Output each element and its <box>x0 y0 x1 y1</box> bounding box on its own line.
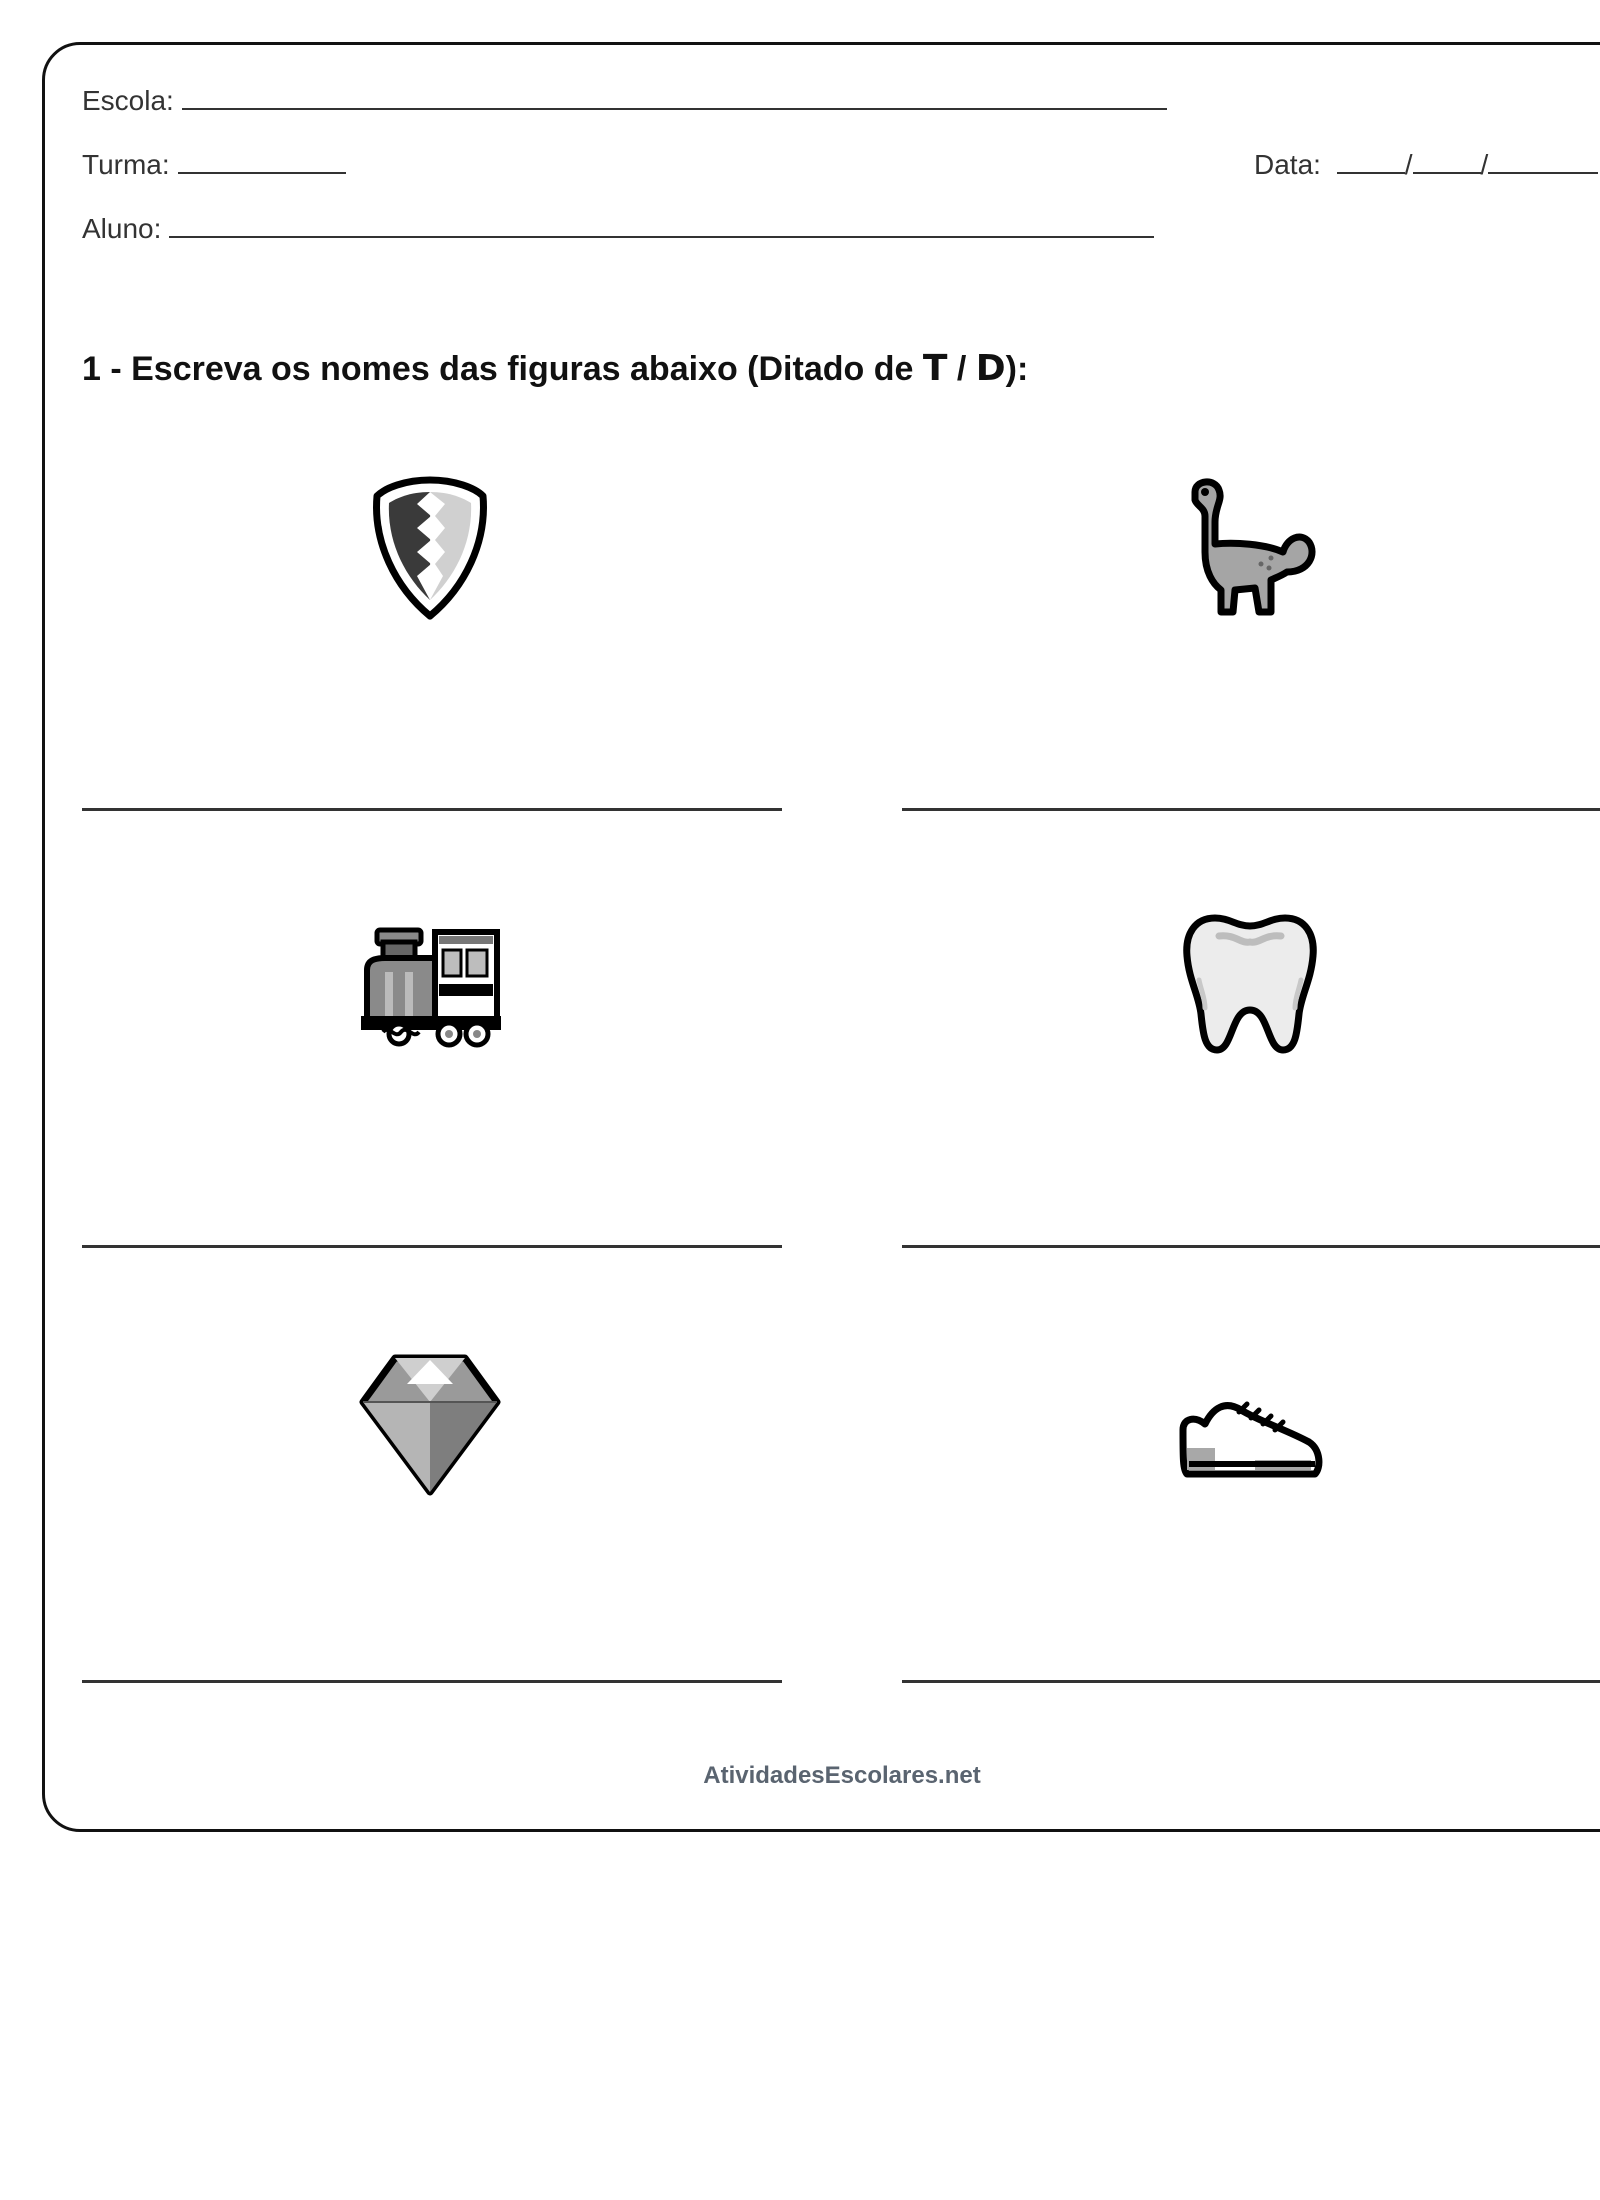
date-year-blank[interactable] <box>1488 146 1598 174</box>
worksheet-frame <box>42 42 1600 1832</box>
answer-line[interactable] <box>902 1680 1600 1683</box>
question-letter-d: D <box>975 348 1006 389</box>
student-label: Aluno: <box>82 213 162 244</box>
question-slash: / <box>947 350 976 388</box>
school-field <box>82 82 1167 117</box>
footer-site-name: AtividadesEscolares.net <box>703 1762 981 1789</box>
question-letter-t: T <box>922 348 948 389</box>
date-month-blank[interactable] <box>1413 146 1481 174</box>
class-blank[interactable] <box>178 146 346 174</box>
date-label: Data: <box>1254 149 1321 180</box>
tooth-icon <box>1175 910 1325 1060</box>
question-prefix: 1 - Escreva os nomes das figuras abaixo (Ditado de <box>82 350 923 388</box>
student-blank[interactable] <box>169 210 1154 238</box>
sneaker-icon <box>1175 1378 1325 1528</box>
question-suffix: ): <box>1005 350 1029 388</box>
shield-icon <box>355 472 505 622</box>
school-blank[interactable] <box>182 82 1167 110</box>
answer-line[interactable] <box>902 1245 1600 1248</box>
class-label: Turma: <box>82 149 170 180</box>
school-label: Escola: <box>82 85 174 116</box>
date-separator: / <box>1480 149 1489 180</box>
locomotive-icon <box>355 920 505 1070</box>
date-day-blank[interactable] <box>1337 146 1405 174</box>
diamond-icon <box>355 1350 505 1500</box>
answer-line[interactable] <box>82 808 782 811</box>
dinosaur-icon <box>1175 472 1325 622</box>
student-field <box>82 210 1154 245</box>
class-field <box>82 146 346 181</box>
answer-line[interactable] <box>902 808 1600 811</box>
question-title <box>82 348 1028 389</box>
answer-line[interactable] <box>82 1680 782 1683</box>
date-field <box>1254 146 1598 181</box>
date-separator: / <box>1404 149 1413 180</box>
answer-line[interactable] <box>82 1245 782 1248</box>
